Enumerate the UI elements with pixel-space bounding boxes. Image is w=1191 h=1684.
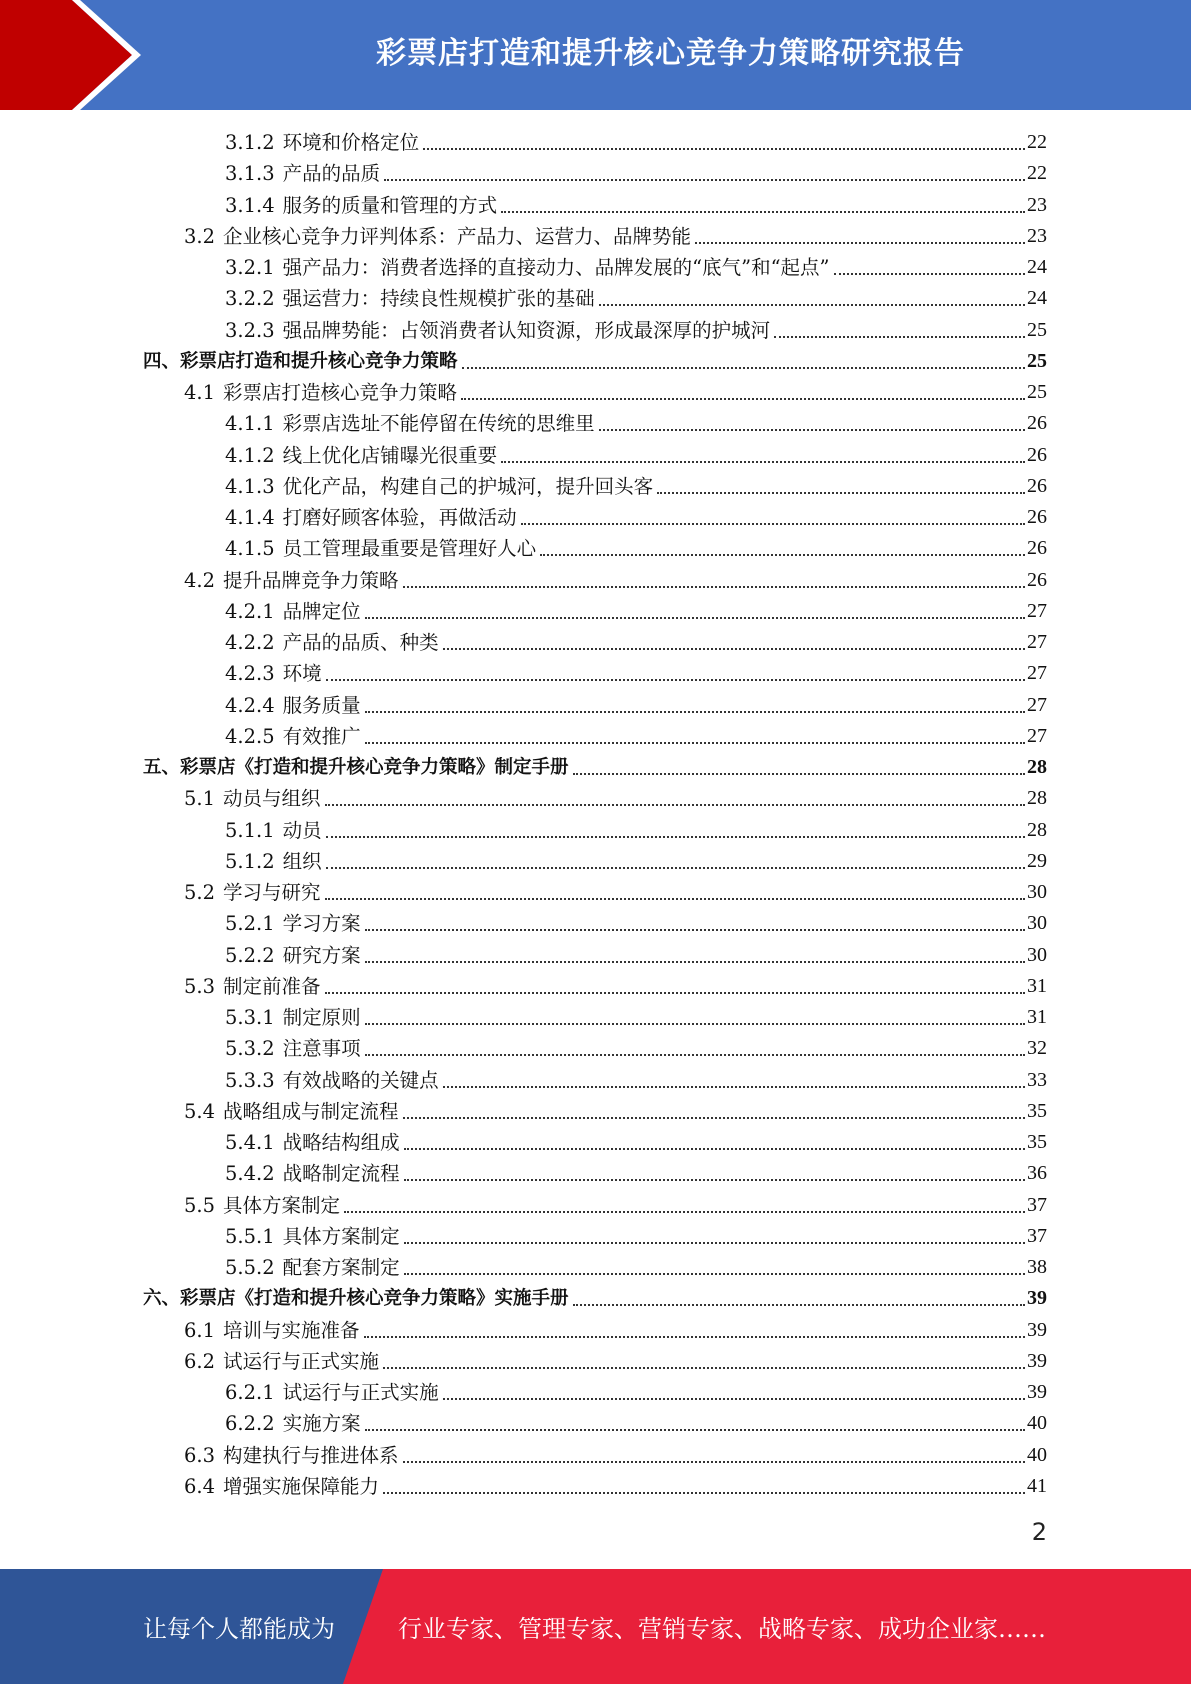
toc-entry-title: 制定原则 [282,1006,361,1029]
toc-entry-page: 25 [1027,381,1047,403]
toc-entry-title: 产品的品质、种类 [282,631,439,654]
toc-entry-page: 39 [1027,1349,1047,1372]
toc-entry-number: 6.3 [184,1443,216,1467]
toc-entry[interactable] [225,408,1047,439]
toc-entry-number: 5.1 [184,787,216,811]
toc-entry[interactable] [225,1002,1047,1033]
toc-entry-number: 4.2.3 [225,662,275,686]
toc-entry-title: 试运行与正式实施 [282,1381,439,1404]
toc-entry-title: 战略制定流程 [282,1162,400,1186]
toc-entry[interactable] [143,346,1047,377]
toc-entry-page: 27 [1027,599,1047,622]
toc-dot-leader [423,148,1025,150]
toc-dot-leader [365,929,1025,931]
toc-entry-title: 培训与实施准备 [223,1318,360,1342]
toc-entry-page: 25 [1027,349,1047,372]
toc-entry-number: 5.2.1 [225,912,275,936]
toc-entry-number: 5.3.1 [225,1006,275,1029]
toc-dot-leader [443,1086,1025,1088]
toc-entry-page: 24 [1027,287,1047,310]
toc-entry-page: 25 [1027,318,1047,341]
toc-entry[interactable] [225,940,1047,971]
toc-entry-title: 学习方案 [282,912,361,936]
toc-entry-title: 有效推广 [282,724,361,748]
footer-slogan-right: 行业专家、管理专家、营销专家、战略专家、成功企业家…… [398,1615,1046,1643]
toc-entry-number: 5.5 [184,1193,216,1217]
toc-entry[interactable] [225,283,1047,314]
toc-dot-leader [443,648,1025,650]
toc-dot-leader [365,961,1025,963]
toc-entry[interactable] [225,315,1047,346]
toc-entry-page: 30 [1027,943,1047,966]
toc-entry-number: 6.4 [184,1474,216,1498]
toc-entry[interactable] [184,783,1047,814]
toc-entry-title: 服务质量 [282,693,361,717]
toc-entry-number: 5.3.3 [225,1068,275,1092]
toc-entry-number: 5.2 [184,881,216,904]
toc-entry-title: 产品的品质 [282,162,381,186]
toc-entry-number: 5.3 [184,974,216,998]
toc-entry-number: 4.2.4 [225,693,275,717]
toc-entry-page: 38 [1027,1256,1047,1278]
toc-entry-title: 实施方案 [282,1412,361,1436]
toc-entry-number: 3.1.4 [225,193,275,217]
toc-dot-leader [403,1117,1025,1119]
toc-entry-title: 员工管理最重要是管理好人心 [282,537,537,561]
toc-entry[interactable] [225,1033,1047,1064]
toc-entry-page: 37 [1027,1193,1047,1216]
toc-entry-page: 23 [1027,193,1047,216]
toc-dot-leader [573,773,1025,775]
toc-entry[interactable] [143,1283,1047,1314]
toc-entry-title: 研究方案 [282,943,361,967]
toc-entry-page: 26 [1027,443,1047,466]
toc-entry-page: 24 [1027,256,1047,278]
toc-entry[interactable] [225,908,1047,939]
toc-entry-page: 26 [1027,568,1047,591]
toc-dot-leader [461,398,1025,400]
toc-entry-title: 制定前准备 [223,974,321,998]
toc-entry-page: 28 [1027,818,1047,841]
toc-entry-page: 39 [1027,1381,1047,1403]
toc-entry-title: 具体方案制定 [223,1193,341,1217]
toc-entry-title: 品牌定位 [282,599,361,623]
toc-entry-title: 配套方案制定 [282,1256,400,1279]
toc-entry[interactable] [225,721,1047,752]
toc-entry-title: 战略结构组成 [282,1131,400,1154]
toc-dot-leader [325,804,1025,806]
toc-entry[interactable] [225,1158,1047,1189]
toc-entry-number: 5.3.2 [225,1037,275,1061]
toc-entry[interactable] [184,565,1047,596]
toc-entry[interactable] [184,1315,1047,1346]
toc-entry-title: 环境和价格定位 [282,131,420,154]
toc-entry-title: 线上优化店铺曝光很重要 [282,443,498,467]
toc-dot-leader [404,1179,1025,1181]
toc-entry-number: 6.1 [184,1318,216,1342]
toc-entry-title: 优化产品，构建自己的护城河，提升回头客 [282,474,654,498]
toc-entry[interactable] [184,221,1047,252]
toc-entry-title: 打磨好顾客体验，再做活动 [282,506,517,529]
toc-dot-leader [657,492,1025,494]
toc-entry[interactable] [225,846,1047,877]
toc-entry[interactable] [184,971,1047,1002]
toc-entry-page: 33 [1027,1068,1047,1091]
toc-entry[interactable] [184,377,1047,408]
toc-entry-title: 四、彩票店打造和提升核心竞争力策略 [143,350,458,372]
toc-entry-title: 注意事项 [282,1037,361,1061]
toc-entry[interactable] [225,1377,1047,1408]
toc-dot-leader [403,1461,1025,1463]
page-number: 2 [1031,1518,1047,1546]
toc-dot-leader [501,461,1025,463]
toc-entry-page: 39 [1027,1287,1047,1310]
toc-entry[interactable] [225,627,1047,658]
toc-entry-page: 30 [1027,912,1047,935]
toc-entry-number: 4.2.5 [225,724,275,748]
toc-dot-leader [365,1054,1025,1056]
toc-dot-leader [695,242,1025,244]
toc-entry-page: 40 [1027,1443,1047,1466]
toc-entry-page: 30 [1027,881,1047,903]
toc-dot-leader [501,211,1025,213]
toc-entry-number: 3.1.2 [225,131,275,154]
toc-entry-number: 3.2.1 [225,256,275,279]
toc-entry[interactable] [184,1096,1047,1127]
toc-entry-number: 4.1 [184,381,216,404]
toc-entry-page: 29 [1027,849,1047,872]
toc-entry-number: 4.1.5 [225,537,275,561]
toc-entry-page: 41 [1027,1474,1047,1497]
toc-dot-leader [774,336,1025,338]
toc-dot-leader [365,742,1025,744]
toc-entry[interactable] [225,1408,1047,1439]
report-title: 彩票店打造和提升核心竞争力策略研究报告 [376,36,965,71]
toc-dot-leader [365,1023,1025,1025]
toc-dot-leader [462,367,1025,369]
toc-entry-title: 企业核心竞争力评判体系：产品力、运营力、品牌势能 [223,224,692,248]
toc-dot-leader [383,1367,1025,1369]
toc-entry-title: 战略组成与制定流程 [223,1099,399,1123]
toc-entry-page: 26 [1027,474,1047,497]
toc-entry-title: 具体方案制定 [282,1224,400,1248]
toc-entry-title: 彩票店选址不能停留在传统的思维里 [282,412,595,436]
toc-entry-page: 28 [1027,787,1047,810]
toc-entry[interactable] [225,127,1047,158]
toc-entry-title: 组织 [282,849,322,873]
toc-entry-title: 动员与组织 [223,787,321,811]
page-footer [0,1569,1191,1684]
toc-entry[interactable] [225,440,1047,471]
toc-entry-title: 增强实施保障能力 [223,1474,380,1498]
toc-entry-number: 6.2.2 [225,1412,275,1436]
toc-entry-title: 学习与研究 [223,881,321,904]
footer-slogan-left: 让每个人都能成为 [143,1615,335,1643]
toc-entry-number: 3.2.3 [225,318,275,342]
toc-dot-leader [599,429,1025,431]
toc-dot-leader [599,304,1025,306]
toc-entry-number: 3.1.3 [225,162,275,186]
toc-entry[interactable] [225,1221,1047,1252]
toc-dot-leader [326,679,1025,681]
toc-entry[interactable] [225,471,1047,502]
toc-entry[interactable] [225,158,1047,189]
toc-dot-leader [365,1429,1025,1431]
toc-entry-page: 39 [1027,1318,1047,1341]
toc-entry-number: 5.2.2 [225,943,275,967]
toc-entry-number: 4.1.2 [225,443,275,467]
toc-dot-leader [834,273,1025,275]
toc-dot-leader [326,867,1025,869]
toc-entry-page: 26 [1027,506,1047,528]
toc-entry-number: 5.4 [184,1099,216,1123]
toc-entry-title: 提升品牌竞争力策略 [223,568,399,592]
toc-entry-number: 4.1.4 [225,506,275,529]
toc-entry-number: 5.5.1 [225,1224,275,1248]
toc-dot-leader [573,1304,1025,1306]
toc-entry[interactable] [184,1440,1047,1471]
toc-dot-leader [383,1492,1025,1494]
toc-entry-number: 4.1.3 [225,474,275,498]
toc-entry-number: 4.2.1 [225,599,275,623]
toc-entry-title: 构建执行与推进体系 [223,1443,399,1467]
toc-entry-number: 4.2.2 [225,631,275,654]
toc-entry[interactable] [225,502,1047,533]
toc-dot-leader [540,554,1025,556]
toc-entry-title: 服务的质量和管理的方式 [282,193,498,217]
toc-entry-page: 27 [1027,724,1047,747]
toc-entry-page: 36 [1027,1162,1047,1185]
toc-entry[interactable] [143,752,1047,783]
toc-entry[interactable] [225,1127,1047,1158]
toc-entry-page: 35 [1027,1131,1047,1153]
toc-entry[interactable] [184,1190,1047,1221]
toc-entry[interactable] [184,1471,1047,1502]
toc-entry-number: 5.5.2 [225,1256,275,1279]
toc-entry-title: 有效战略的关键点 [282,1068,439,1092]
toc-entry-number: 4.1.1 [225,412,275,436]
toc-dot-leader [325,992,1025,994]
toc-entry-number: 5.1.2 [225,849,275,873]
toc-dot-leader [365,617,1025,619]
toc-dot-leader [326,836,1025,838]
toc-entry-title: 动员 [282,818,322,842]
toc-entry[interactable] [225,1065,1047,1096]
toc-entry-page: 31 [1027,1006,1047,1028]
toc-dot-leader [404,1242,1025,1244]
toc-entry-page: 26 [1027,537,1047,560]
toc-entry[interactable] [225,596,1047,627]
page-header [0,0,1191,110]
toc-entry[interactable] [225,252,1047,283]
toc-entry-page: 27 [1027,631,1047,653]
toc-dot-leader [325,898,1025,900]
toc-entry-number: 4.2 [184,568,216,592]
toc-entry[interactable] [225,690,1047,721]
toc-entry-page: 22 [1027,131,1047,153]
toc-dot-leader [404,1273,1025,1275]
header-arrow-icon [0,0,160,110]
toc-entry[interactable] [225,533,1047,564]
toc-entry-number: 5.1.1 [225,818,275,842]
toc-entry-number: 3.2 [184,224,216,248]
toc-dot-leader [365,711,1025,713]
toc-entry[interactable] [184,877,1047,908]
toc-entry-title: 强运营力：持续良性规模扩张的基础 [282,287,595,311]
toc-entry-title: 五、彩票店《打造和提升核心竞争力策略》制定手册 [143,757,569,778]
toc-entry-title: 六、彩票店《打造和提升核心竞争力策略》实施手册 [143,1288,569,1310]
toc-dot-leader [384,179,1025,181]
toc-entry-page: 40 [1027,1412,1047,1435]
toc-dot-leader [521,523,1025,525]
toc-entry-title: 环境 [282,662,322,686]
toc-entry-page: 23 [1027,224,1047,247]
toc-dot-leader [403,586,1025,588]
toc-entry-page: 28 [1027,756,1047,778]
toc-entry-number: 3.2.2 [225,287,275,311]
toc-entry-page: 27 [1027,662,1047,685]
toc-entry[interactable] [225,658,1047,689]
toc-entry-page: 26 [1027,412,1047,435]
toc-dot-leader [404,1148,1025,1150]
toc-entry-number: 5.4.1 [225,1131,275,1154]
toc-dot-leader [364,1336,1025,1338]
toc-entry-page: 31 [1027,974,1047,997]
toc-entry[interactable] [225,1252,1047,1283]
toc-entry-title: 强产品力：消费者选择的直接动力、品牌发展的“底气”和“起点” [282,256,830,279]
toc-entry-page: 27 [1027,693,1047,716]
toc-entry-title: 强品牌势能：占领消费者认知资源，形成最深厚的护城河 [282,318,771,342]
toc-entry-number: 6.2 [184,1349,216,1373]
toc-entry-title: 彩票店打造核心竞争力策略 [223,381,458,404]
toc-entry-page: 22 [1027,162,1047,185]
toc-entry-title: 试运行与正式实施 [223,1349,380,1373]
toc-entry-page: 37 [1027,1224,1047,1247]
toc-entry-number: 6.2.1 [225,1381,275,1404]
toc-entry-page: 32 [1027,1037,1047,1060]
toc-entry-page: 35 [1027,1099,1047,1122]
toc-entry[interactable] [184,1346,1047,1377]
toc-dot-leader [443,1398,1025,1400]
toc-entry-number: 5.4.2 [225,1162,275,1186]
toc-entry[interactable] [225,815,1047,846]
toc-dot-leader [344,1211,1025,1213]
toc-entry[interactable] [225,190,1047,221]
